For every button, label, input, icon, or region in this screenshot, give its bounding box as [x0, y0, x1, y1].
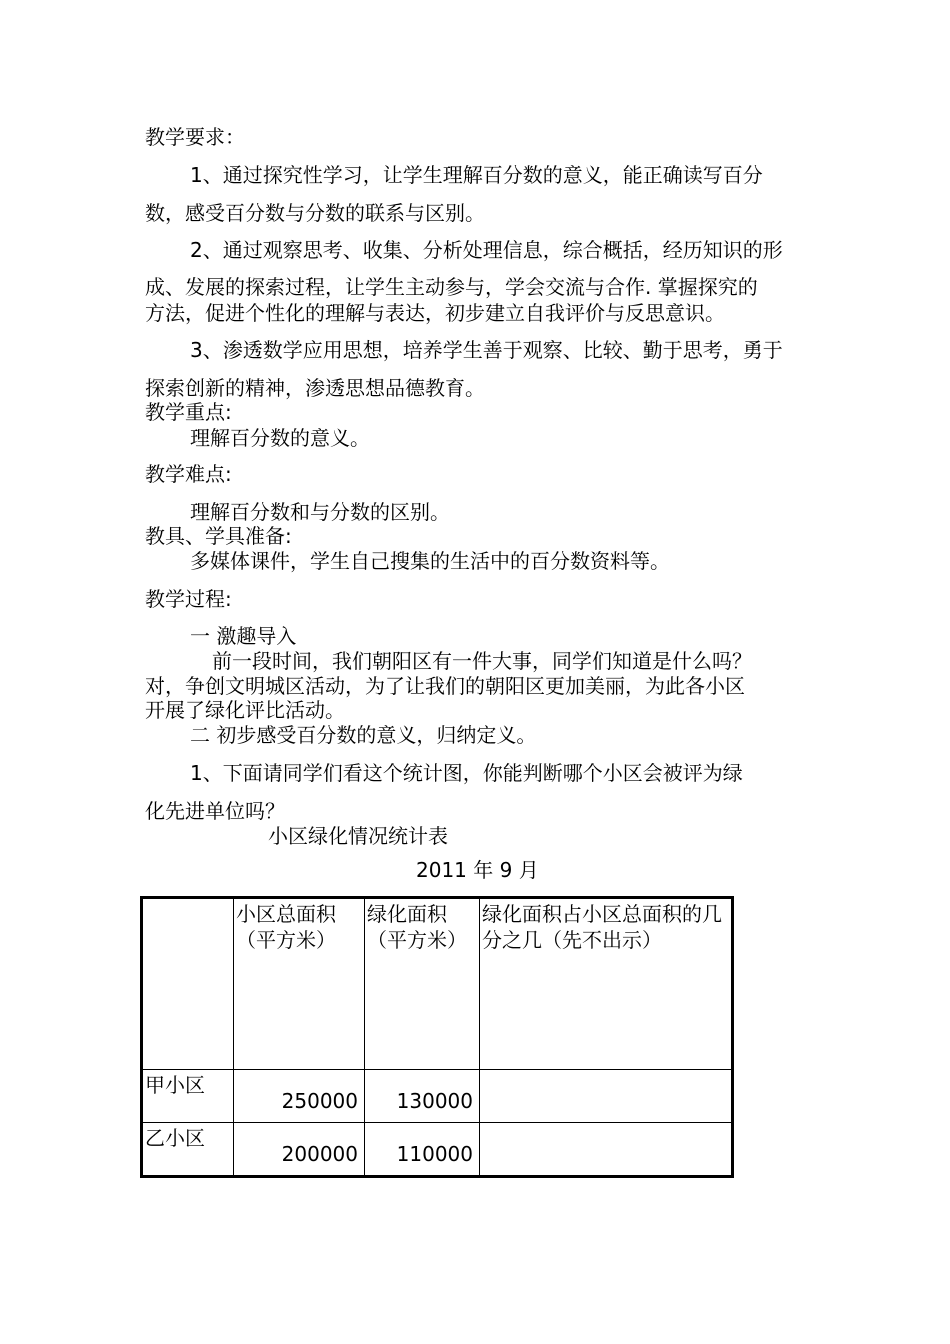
- process-step1-line-3: 开展了绿化评比活动。: [145, 698, 345, 722]
- row-fraction-cell: [480, 1123, 733, 1177]
- row-name-cell: 乙小区: [142, 1123, 234, 1177]
- requirement-3-line-2: 探索创新的精神，渗透思想品德教育。: [145, 376, 485, 400]
- requirement-2-line-3: 方法，促进个性化的理解与表达，初步建立自我评价与反思意识。: [145, 301, 725, 325]
- requirement-1-line-1: 1、通过探究性学习，让学生理解百分数的意义，能正确读写百分: [190, 163, 763, 187]
- row-total-cell: 250000: [234, 1070, 365, 1123]
- tools-text: 多媒体课件，学生自己搜集的生活中的百分数资料等。: [190, 549, 670, 573]
- header-cell-green-area: 绿化面积（平方米）: [365, 898, 480, 1070]
- table-caption: 小区绿化情况统计表: [268, 824, 448, 848]
- table-date: 2011 年 9 月: [416, 858, 539, 882]
- table-row: [142, 1123, 733, 1177]
- process-step1-line-1: 前一段时间，我们朝阳区有一件大事，同学们知道是什么吗？: [212, 649, 752, 673]
- process-step1-title: 一 激趣导入: [190, 624, 297, 648]
- row-name-cell: 甲小区: [142, 1070, 234, 1123]
- row-green-cell: 110000: [365, 1123, 480, 1177]
- question-1-line-2: 化先进单位吗？: [145, 799, 285, 823]
- header-cell-empty: [142, 898, 234, 1070]
- heading-key-point: 教学重点:: [145, 400, 232, 424]
- table-row: [142, 1070, 733, 1123]
- requirement-3-line-1: 3、渗透数学应用思想，培养学生善于观察、比较、勤于思考，勇于: [190, 338, 783, 362]
- heading-process: 教学过程:: [145, 587, 232, 611]
- process-step2-title: 二 初步感受百分数的意义，归纳定义。: [190, 723, 537, 747]
- process-step1-line-2: 对，争创文明城区活动，为了让我们的朝阳区更加美丽，为此各小区: [145, 674, 745, 698]
- row-green-cell: 130000: [365, 1070, 480, 1123]
- header-cell-total-area: 小区总面积（平方米）: [234, 898, 365, 1070]
- key-point-text: 理解百分数的意义。: [190, 426, 370, 450]
- requirement-2-line-2: 成、发展的探索过程，让学生主动参与，学会交流与合作. 掌握探究的: [145, 275, 758, 299]
- requirement-1-line-2: 数，感受百分数与分数的联系与区别。: [145, 201, 485, 225]
- row-fraction-cell: [480, 1070, 733, 1123]
- heading-difficulty: 教学难点:: [145, 462, 232, 486]
- heading-requirements: 教学要求：: [145, 125, 245, 149]
- header-cell-fraction: 绿化面积占小区总面积的几分之几（先不出示）: [480, 898, 733, 1070]
- table-header-row: [142, 898, 733, 1070]
- question-1-line-1: 1、下面请同学们看这个统计图，你能判断哪个小区会被评为绿: [190, 761, 743, 785]
- requirement-2-line-1: 2、通过观察思考、收集、分析处理信息，综合概括，经历知识的形: [190, 238, 783, 262]
- difficulty-text: 理解百分数和与分数的区别。: [190, 500, 450, 524]
- greening-statistics-table: [140, 896, 734, 1178]
- row-total-cell: 200000: [234, 1123, 365, 1177]
- heading-tools: 教具、学具准备:: [145, 524, 292, 548]
